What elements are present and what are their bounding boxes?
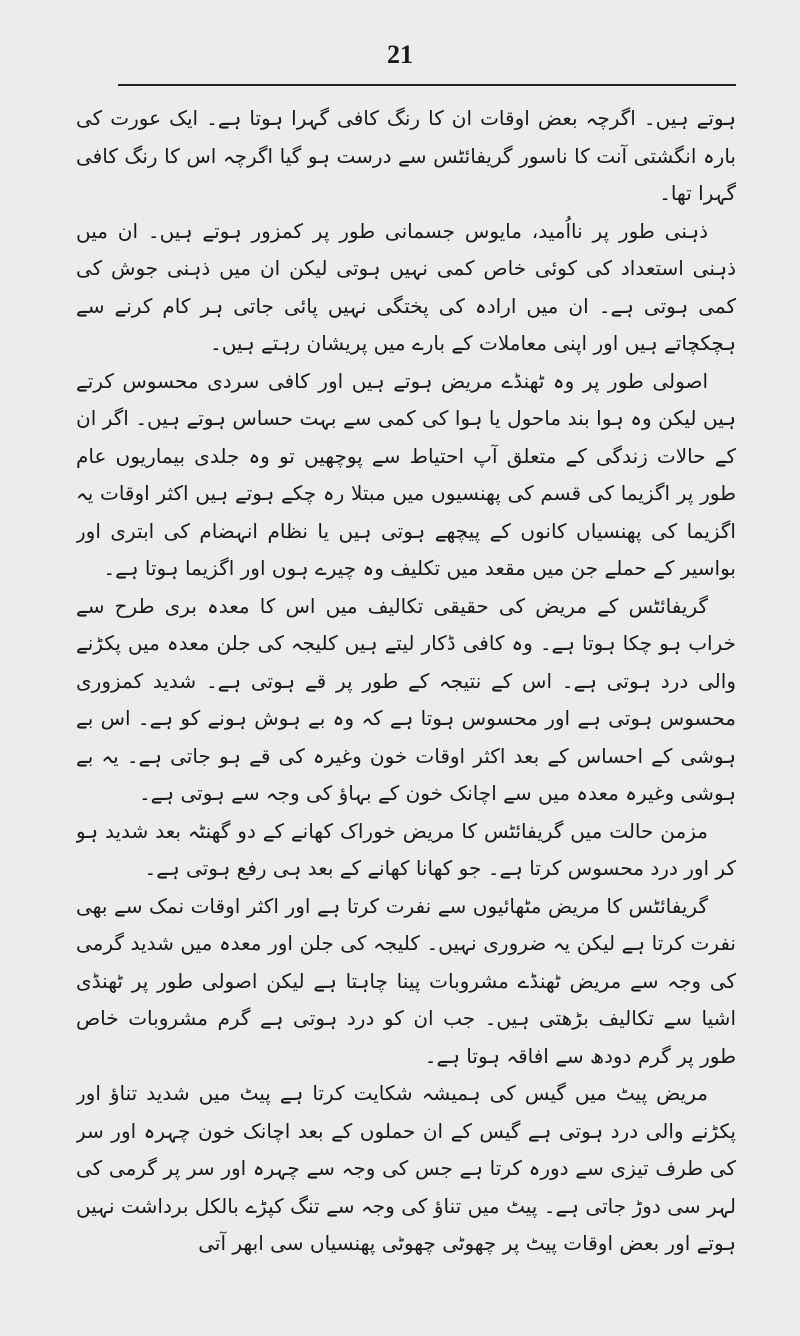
- page-number: 21: [387, 40, 413, 69]
- paragraph: ہوتے ہیں۔ اگرچہ بعض اوقات ان کا رنگ کافی گہرا ہوتا ہے۔ ایک عورت کی بارہ انگشتی آنت کا ناسور گریفائٹس سے درست ہو گیا اگرچہ اس کا رنگ کافی گہرا تھا۔: [76, 106, 736, 205]
- paragraph: گریفائٹس کا مریض مٹھائیوں سے نفرت کرتا ہے اور اکثر اوقات نمک سے بھی نفرت کرتا ہے لیکن یہ ضروری نہیں۔ کلیجہ کی جلن اور معدہ میں شدید گرمی کی وجہ سے مریض ٹھنڈے مشروبات پینا چاہتا ہے لیکن اصولی طور پر ٹھنڈی اشیا سے تکالیف بڑھتی ہیں۔ جب ان کو درد ہوتی ہے گرم مشروبات خاص طور پر گرم دودھ سے افاقہ ہوتا ہے۔: [76, 893, 736, 1068]
- paragraph: مریض پیٹ میں گیس کی ہمیشہ شکایت کرتا ہے پیٹ میں شدید تناؤ اور پکڑنے والی درد ہوتی ہے گیس کے ان حملوں کے بعد اچانک خون چہرہ اور سر کی طرف تیزی سے دورہ کرتا ہے جس کی وجہ سے چہرہ اور سر پر گرمی کی لہر سی دوڑ جاتی ہے۔ پیٹ میں تناؤ کی وجہ سے تنگ کپڑے بالکل برداشت نہیں ہوتے اور بعض اوقات پیٹ پر چھوٹی چھوٹی پھنسیاں سی ابھر آتی: [76, 1081, 736, 1255]
- paragraph: اصولی طور پر وہ ٹھنڈے مریض ہوتے ہیں اور کافی سردی محسوس کرتے ہیں لیکن وہ ہوا بند ماحول یا ہوا کی کمی سے بہت حساس ہوتے ہیں۔ اگر ان کے حالات زندگی کے متعلق آپ احتیاط سے پوچھیں تو وہ جلدی بیماریوں عام طور پر اگزیما کی قسم کی پھنسیوں میں مبتلا رہ چکے ہوتے ہیں اکثر اوقات یہ اگزیما کی پھنسیاں کانوں کے پیچھے ہوتی ہیں یا نظام انہضام کی ابتری اور بواسیر کے حملے جن میں مقعد میں تکلیف وہ چیرے ہوں اور اگزیما ہوتا ہے۔: [76, 368, 736, 580]
- paragraph: گریفائٹس کے مریض کی حقیقی تکالیف میں اس کا معدہ بری طرح سے خراب ہو چکا ہوتا ہے۔ وہ کافی ڈکار لیتے ہیں کلیجہ کی جلن معدہ میں پکڑنے والی درد ہوتی ہے۔ اس کے نتیجہ کے طور پر قے ہوتی ہے۔ شدید کمزوری محسوس ہوتی ہے اور محسوس ہوتا ہے کہ وہ بے ہوش ہونے کو ہے۔ اس بے ہوشی کے احساس کے بعد اکثر اوقات خون وغیرہ کی قے ہو جاتی ہے۔ یہ بے ہوشی وغیرہ معدہ میں سے اچانک خون کے بہاؤ کی وجہ سے ہوتی ہے۔: [76, 593, 736, 805]
- paragraph: ذہنی طور پر نااُمید، مایوس جسمانی طور پر کمزور ہوتے ہیں۔ ان میں ذہنی استعداد کی کوئی خاص کمی نہیں ہوتی لیکن ان میں ذہنی جوش کی کمی ہوتی ہے۔ ان میں ارادہ کی پختگی نہیں پائی جاتی ہر کام کرنے سے ہچکچاتے ہیں اور اپنی معاملات کے بارے میں پریشان رہتے ہیں۔: [76, 218, 736, 355]
- paragraph: مزمن حالت میں گریفائٹس کا مریض خوراک کھانے کے دو گھنٹہ بعد شدید ہو کر اور درد محسوس کرتا ہے۔ جو کھانا کھانے کے بعد ہی رفع ہوتی ہے۔: [76, 818, 736, 880]
- header-rule: [118, 84, 736, 86]
- body-text: [76, 100, 736, 1300]
